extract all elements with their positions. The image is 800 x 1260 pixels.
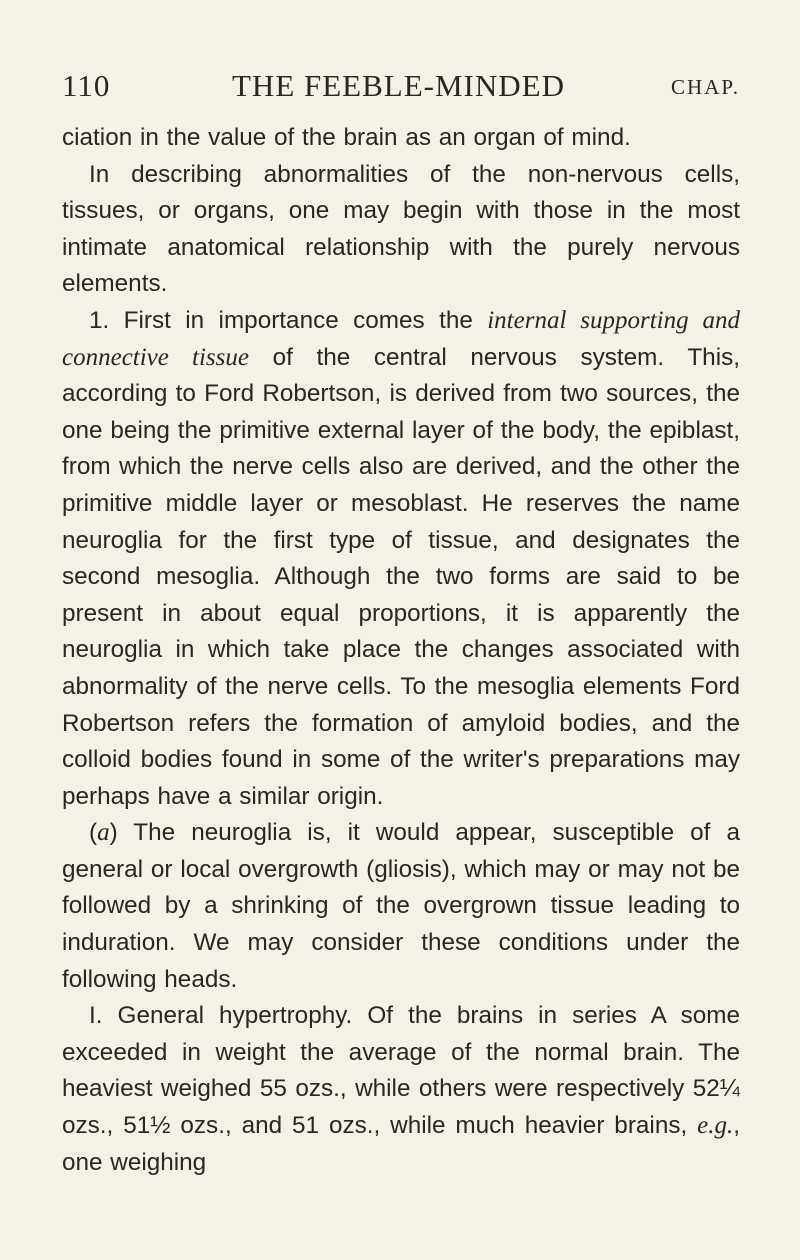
book-page <box>62 68 740 1181</box>
italic-letter: a <box>97 819 110 847</box>
paragraph-neuroglia: (a) The neuroglia is, it would appear, susceptible of a general or local overgrowth (gliosis), which may or may not be followed by a shrinking of the overgrown tissue leading to induration. We may consider these conditions under the following heads. <box>62 819 740 993</box>
page-number: 110 <box>62 68 111 103</box>
paragraph-hypertrophy: I. General hypertrophy. Of the brains in series A some exceeded in weight the average of the normal brain. The heaviest weighed 55 ozs., while others were respectively 52¼ ozs., 51½ ozs., and 51 ozs., while much heavier brains, e.g., one weighing <box>62 1002 740 1176</box>
running-title: THE FEEBLE-MINDED <box>232 68 565 103</box>
italic-term: internal supporting and connective tissue <box>62 306 741 371</box>
paragraph-intro: In describing abnormalities of the non-nervous cells, tissues, or organs, one may begin with those in the most intimate anatomical relationship with the purely nervous elements. <box>62 160 740 298</box>
page-header <box>62 68 740 108</box>
italic-eg: e.g. <box>697 1112 734 1140</box>
paragraph-continuation: ciation in the value of the brain as an organ of mind. <box>62 124 631 151</box>
chapter-label: CHAP. <box>671 75 740 99</box>
body-text <box>62 120 740 1181</box>
paragraph-supporting-tissue: 1. First in importance comes the internal supporting and connective tissue of the central nervous system. This, according to Ford Robertson, is derived from two sources, the one being the primitive external layer of the body, the epiblast, from which the nerve cells also are derived, and the other the primitive middle layer or mesoblast. He reserves the name neuroglia for the first type of tissue, and designates the second mesoglia. Although the two forms are said to be present in about equal proportions, it is apparently the neuroglia in which take place the changes associated with abnormality of the nerve cells. To the mesoglia elements Ford Robertson refers the formation of amyloid bodies, and the colloid bodies found in some of the writer's preparations may perhaps have a similar origin. <box>62 306 741 810</box>
